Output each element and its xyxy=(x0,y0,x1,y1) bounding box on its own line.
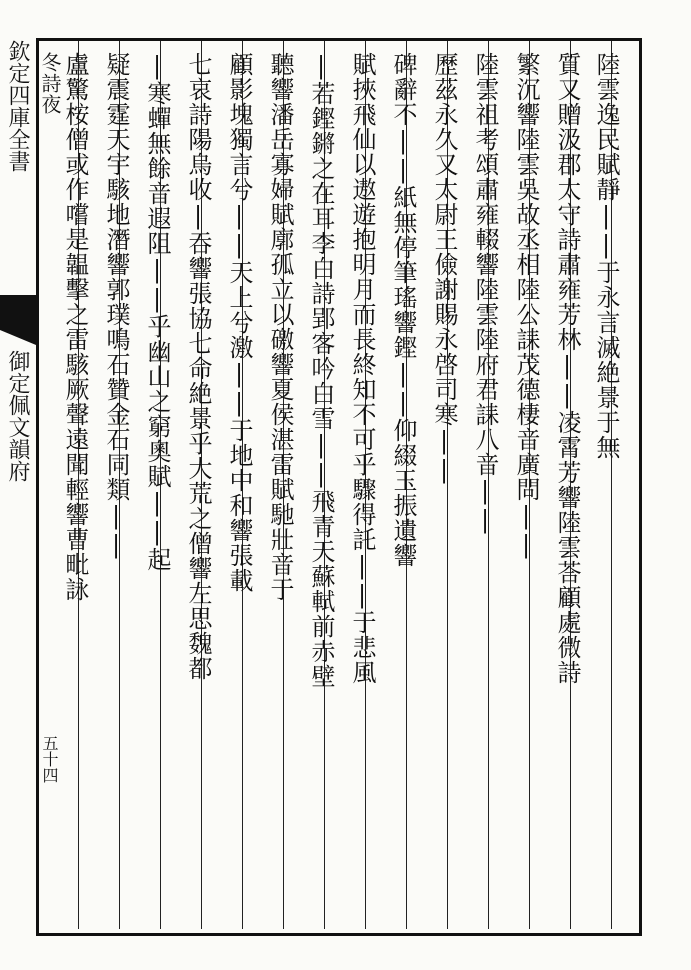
margin-lower xyxy=(2,350,34,482)
text-column-4: 陸雲祖考頌肅雍輟響陸雲陸府君誄八音|| xyxy=(471,52,499,535)
text-column-12: |寒蟬無餘音遐阻||乎幽山之窮奧賦||起 xyxy=(143,52,171,572)
page-number: 五十四 xyxy=(40,735,59,783)
text-column-6: 碑辭不||紙無停筆瑤響鏗||仰綴玉振遺響 xyxy=(389,52,417,568)
text-column-1: 陸雲逸民賦靜||于永言滅絶景于無 xyxy=(592,52,620,460)
text-column-2: 質又贈汲郡太守詩肅雍芳林||凌霄芳響陸雲荅顧處微詩 xyxy=(553,52,581,685)
page-margin xyxy=(2,40,32,930)
text-column-9: 聽響潘岳寡婦賦廓孤立以礉響夏侯湛雷賦馳壯音于 xyxy=(266,52,294,602)
text-column-11: 七哀詩陽烏收|吞響張協七命絶景乎大荒之僧響左思魏都 xyxy=(184,52,212,681)
text-column-15: 冬詩夜 xyxy=(38,52,62,115)
text-column-14: 盧驚桉僧或作嚐是韞擊之雷駭厥聲遠聞輕響曹毗詠 xyxy=(61,52,89,602)
section-title: 御定佩文韻府 xyxy=(5,350,30,482)
text-column-7: 賦挾飛仙以遨遊抱明月而長終知不可乎驟得託||于悲風 xyxy=(348,52,376,685)
text-column-5: 歷茲永久又太尉王儉謝賜永啓司寒|| xyxy=(430,52,458,485)
text-column-10: 顧影塊獨言兮||天上兮激||于地中和響張載 xyxy=(225,52,253,593)
book-title: 欽定四庫全書 xyxy=(5,40,30,172)
text-column-3: 繁沉響陸雲吳故丞相陸公誄茂德棲音廣問|| xyxy=(512,52,540,560)
text-column-8: |若鏗鏘之在耳李白詩郢客吟白雪||飛青天蘇軾前赤壁 xyxy=(307,52,335,689)
text-column-13: 疑震霆天宇駭地潛響郭璞鳴石贊金石同類|| xyxy=(102,52,130,560)
